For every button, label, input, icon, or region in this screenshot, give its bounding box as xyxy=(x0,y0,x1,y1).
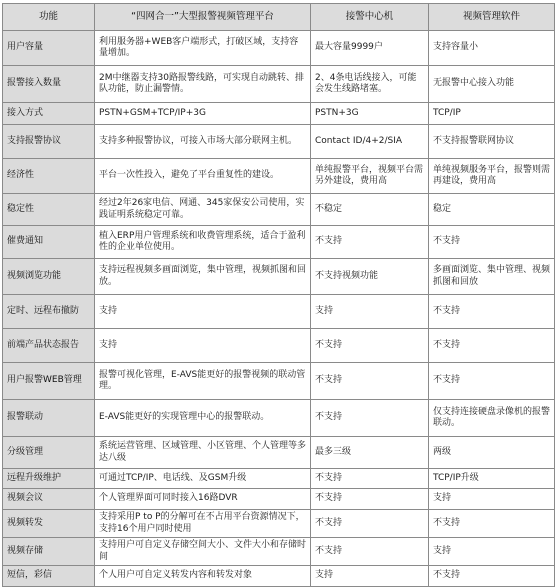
platform-cell: 植入ERP用户管理系统和收费管理系统，适合于盈利性的企业单位使用。 xyxy=(95,226,311,259)
table-row xyxy=(3,31,555,66)
feature-cell: 视频会议 xyxy=(3,489,95,510)
alarm-center-cell: 支持 xyxy=(311,566,429,587)
platform-cell: 可通过TCP/IP、电话线、及GSM升级 xyxy=(95,469,311,489)
header-alarm-center: 接警中心机 xyxy=(311,4,429,31)
alarm-center-cell: 不支持 xyxy=(311,538,429,566)
platform-cell: E-AVS能更好的实现管理中心的报警联动。 xyxy=(95,400,311,437)
alarm-center-cell: 不支持 xyxy=(311,489,429,510)
feature-cell: 短信，彩信 xyxy=(3,566,95,587)
video-software-cell: 稳定 xyxy=(429,194,555,226)
alarm-center-cell: 不支持 xyxy=(311,363,429,400)
table-row xyxy=(3,295,555,329)
table-row xyxy=(3,363,555,400)
alarm-center-cell: 不稳定 xyxy=(311,194,429,226)
table-row xyxy=(3,469,555,489)
table-row xyxy=(3,566,555,587)
video-software-cell: 不支持 xyxy=(429,295,555,329)
feature-cell: 报警联动 xyxy=(3,400,95,437)
platform-cell: PSTN+GSM+TCP/IP+3G xyxy=(95,103,311,125)
platform-cell: 系统运营管理、区域管理、小区管理、个人管理等多达八级 xyxy=(95,437,311,469)
header-platform: “四网合一”大型报警视频管理平台 xyxy=(95,4,311,31)
table-row xyxy=(3,66,555,103)
table-row xyxy=(3,538,555,566)
feature-cell: 催费通知 xyxy=(3,226,95,259)
feature-cell: 视频转发 xyxy=(3,510,95,538)
platform-cell: 平台一次性投入，避免了平台重复性的建设。 xyxy=(95,159,311,194)
platform-cell: 个人用户可自定义转发内容和转发对象 xyxy=(95,566,311,587)
table-row xyxy=(3,437,555,469)
alarm-center-cell: 最多三级 xyxy=(311,437,429,469)
video-software-cell: 两级 xyxy=(429,437,555,469)
alarm-center-cell: 不支持 xyxy=(311,510,429,538)
alarm-center-cell: 不支持 xyxy=(311,400,429,437)
table-row xyxy=(3,400,555,437)
feature-cell: 用户容量 xyxy=(3,31,95,66)
comparison-table xyxy=(2,3,555,587)
feature-cell: 定时、远程布撤防 xyxy=(3,295,95,329)
table-row xyxy=(3,259,555,295)
feature-cell: 视频存储 xyxy=(3,538,95,566)
video-software-cell: TCP/IP升级 xyxy=(429,469,555,489)
feature-cell: 接入方式 xyxy=(3,103,95,125)
alarm-center-cell: 2、4条电话线接入，可能会发生线路堵塞。 xyxy=(311,66,429,103)
video-software-cell: 无报警中心接入功能 xyxy=(429,66,555,103)
table-row xyxy=(3,510,555,538)
feature-cell: 远程升级维护 xyxy=(3,469,95,489)
table-header-row xyxy=(3,4,555,31)
table-row xyxy=(3,489,555,510)
platform-cell: 2M中继器支持30路报警线路，可实现自动跳转、排队功能，防止漏警情。 xyxy=(95,66,311,103)
platform-cell: 经过2年26家电信、网通、345家保安公司使用，实践证明系统稳定可靠。 xyxy=(95,194,311,226)
platform-cell: 报警可视化管理，E-AVS能更好的报警视频的联动管理。 xyxy=(95,363,311,400)
alarm-center-cell: 不支持 xyxy=(311,329,429,363)
platform-cell: 利用服务器+WEB客户端形式，打破区域，支持容量增加。 xyxy=(95,31,311,66)
alarm-center-cell: 不支持 xyxy=(311,226,429,259)
video-software-cell: 不支持 xyxy=(429,566,555,587)
video-software-cell: TCP/IP xyxy=(429,103,555,125)
video-software-cell: 不支持报警联网协议 xyxy=(429,125,555,159)
video-software-cell: 不支持 xyxy=(429,363,555,400)
alarm-center-cell: Contact ID/4+2/SIA xyxy=(311,125,429,159)
alarm-center-cell: 支持 xyxy=(311,295,429,329)
platform-cell: 支持远程视频多画面浏览，集中管理，视频抓图和回放。 xyxy=(95,259,311,295)
feature-cell: 用户报警WEB管理 xyxy=(3,363,95,400)
video-software-cell: 多画面浏览、集中管理、视频抓图和回放 xyxy=(429,259,555,295)
table-row xyxy=(3,103,555,125)
video-software-cell: 支持 xyxy=(429,489,555,510)
alarm-center-cell: 不支持视频功能 xyxy=(311,259,429,295)
video-software-cell: 支持 xyxy=(429,538,555,566)
alarm-center-cell: 不支持 xyxy=(311,469,429,489)
video-software-cell: 不支持 xyxy=(429,329,555,363)
platform-cell: 支持 xyxy=(95,295,311,329)
platform-cell: 支持采用P to P的分解可在不占用平台资源情况下，支持16个用户同时使用 xyxy=(95,510,311,538)
table-row xyxy=(3,329,555,363)
video-software-cell: 仅支持连接硬盘录像机的报警联动。 xyxy=(429,400,555,437)
feature-cell: 报警接入数量 xyxy=(3,66,95,103)
table-row xyxy=(3,194,555,226)
feature-cell: 分级管理 xyxy=(3,437,95,469)
platform-cell: 支持用户可自定义存储空间大小、文件大小和存储时间 xyxy=(95,538,311,566)
feature-cell: 前端产品状态报告 xyxy=(3,329,95,363)
platform-cell: 支持 xyxy=(95,329,311,363)
table-row xyxy=(3,226,555,259)
table-row xyxy=(3,125,555,159)
platform-cell: 个人管理界面可同时接入16路DVR xyxy=(95,489,311,510)
platform-cell: 支持多种报警协议，可接入市场大部分联网主机。 xyxy=(95,125,311,159)
feature-cell: 支持报警协议 xyxy=(3,125,95,159)
video-software-cell: 支持容量小 xyxy=(429,31,555,66)
table-row xyxy=(3,159,555,194)
alarm-center-cell: 最大容量9999户 xyxy=(311,31,429,66)
video-software-cell: 不支持 xyxy=(429,226,555,259)
feature-cell: 经济性 xyxy=(3,159,95,194)
feature-cell: 稳定性 xyxy=(3,194,95,226)
video-software-cell: 单纯视频服务平台，报警则需再建设，费用高 xyxy=(429,159,555,194)
alarm-center-cell: 单纯报警平台，视频平台需另外建设，费用高 xyxy=(311,159,429,194)
alarm-center-cell: PSTN+3G xyxy=(311,103,429,125)
feature-cell: 视频浏览功能 xyxy=(3,259,95,295)
video-software-cell: 不支持 xyxy=(429,510,555,538)
header-video-software: 视频管理软件 xyxy=(429,4,555,31)
header-feature: 功能 xyxy=(3,4,95,31)
